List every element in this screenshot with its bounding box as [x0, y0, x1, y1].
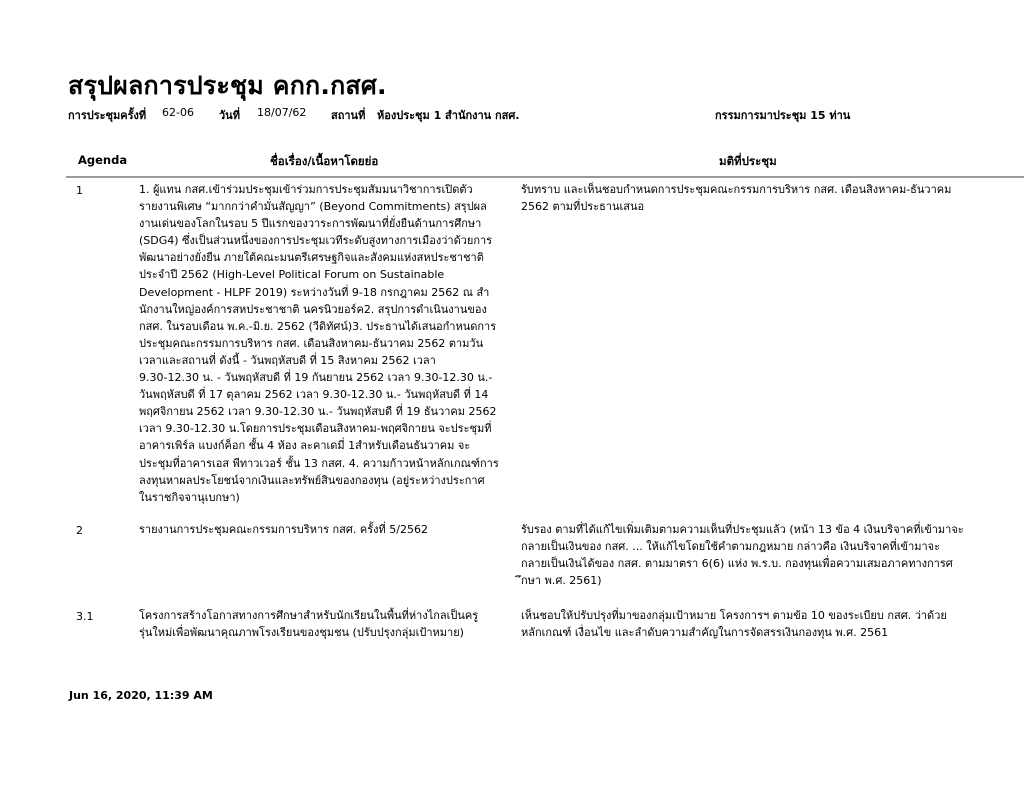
column-header-agenda: Agenda	[78, 153, 128, 167]
page-title: สรุปผลการประชุม คกก.กสศ.	[68, 71, 387, 100]
agenda-subject: 1. ผู้แทน กสศ.เข้าร่วมประชุมเข้าร่วมการประชุมสัมมนาวิชาการเปิดตัว รายงานพิเศษ “มากกว่าคำมั่นสัญญา” (Beyond Commitments) สรุปผล งานเด่นของโลกในรอบ 5 ปีแรกของวาระการพัฒนาที่ยั่งยืนด้านการศึกษา (SDG4) ซึ่งเป็นส่วนหนึ่งของการประชุมเวทีระดับสูงทางการเมืองว่าด้วยการ พัฒนาอย่างยั่งยืน ภายใต้คณะมนตรีเศรษฐกิจและสังคมแห่งสหประชาชาติ ประจำปี 2562 (High-Level Political Forum on Sustainable Development - HLPF 2019) ระหว่างวันที่ 9-18 กรกฎาคม 2562 ณ สำ นักงานใหญ่องค์การสหประชาชาติ นครนิวยอร์ค2. สรุปการดำเนินงานของ กสศ. ในรอบเดือน พ.ค.-มิ.ย. 2562 (วีดิทัศน์)3. ประธานได้เสนอกำหนดการ ประชุมคณะกรรมการบริหาร กสศ. เดือนสิงหาคม-ธันวาคม 2562 ตามวัน เวลาและสถานที่ ดังนี้ - วันพฤหัสบดี ที่ 15 สิงหาคม 2562 เวลา 9.30-12.30 น. - วันพฤหัสบดี ที่ 19 กันยายน 2562 เวลา 9.30-12.30 น.- วันพฤหัสบดี ที่ 17 ตุลาคม 2562 เวลา 9.30-12.30 น.- วันพฤหัสบดี ที่ 14 พฤศจิกายน 2562 เวลา 9.30-12.30 น.- วันพฤหัสบดี ที่ 19 ธันวาคม 2562 เวลา 9.30-12.30 น.โดยการประชุมเดือนสิงหาคม-พฤศจิกายน จะประชุมที่ อาคารเพิร์ล แบงก์ค็อก ชั้น 4 ห้อง ละคาเดมี่ 1สำหรับเดือนธันวาคม จะ ประชุมที่อาคารเอส พีทาวเวอร์ ชั้น 13 กสศ. 4. ความก้าวหน้าหลักเกณฑ์การ ลงทุนหาผลประโยชน์จากเงินและทรัพย์สินของกองทุน (อยู่ระหว่างประกาศ ในราชกิจจานุเบกษา)	[139, 183, 499, 504]
column-header-subject: ชื่อเรื่อง/เนื้อหาโดยย่อ	[270, 154, 379, 168]
column-header-resolution: มติที่ประชุม	[719, 154, 777, 168]
date-value	[257, 106, 306, 119]
agenda-number: 3.1	[76, 610, 94, 623]
agenda-subject: รายงานการประชุมคณะกรรมการบริหาร กสศ. ครั้งที่ 5/2562	[139, 523, 428, 536]
print-timestamp: Jun 16, 2020, 11:39 AM	[69, 689, 213, 702]
meeting-date: 18/07/62	[257, 106, 307, 119]
header-divider	[66, 176, 1024, 178]
agenda-resolution: เห็นชอบให้ปรับปรุงที่มาของกลุ่มเป้าหมาย โครงการฯ ตามข้อ 10 ของระเบียบ กสศ. ว่าด้วย หลักเกณฑ์ เงื่อนไข และลำดับความสำคัญในการจัดสรรเงินกองทุน พ.ศ. 2561	[521, 609, 947, 640]
agenda-number: 2	[76, 524, 83, 537]
agenda-resolution: รับทราบ และเห็นชอบกำหนดการประชุมคณะกรรมการบริหาร กสศ. เดือนสิงหาคม-ธันวาคม 2562 ตามที่ประธานเสนอ	[521, 183, 952, 214]
place-value: ห้องประชุม 1 สำนักงาน กสศ.	[377, 109, 520, 122]
meeting-no: 62-06	[162, 106, 194, 119]
place-label: สถานที่	[331, 109, 366, 122]
date-label: วันที่	[219, 109, 240, 122]
meeting-no-value	[162, 106, 194, 119]
meeting-no-label: การประชุมครั้งที่	[68, 109, 147, 122]
attendance: กรรมการมาประชุม 15 ท่าน	[715, 109, 851, 122]
agenda-number: 1	[76, 184, 83, 197]
agenda-subject: โครงการสร้างโอกาสทางการศึกษาสำหรับนักเรียนในพื้นที่ห่างไกลเป็นครู รุ่นใหม่เพื่อพัฒนาคุณภาพโรงเรียนของชุมชน (ปรับปรุงกลุ่มเป้าหมาย)	[139, 609, 479, 640]
agenda-resolution: รับรอง ตามที่ได้แก้ไขเพิ่มเติมตามความเห็นที่ประชุมแล้ว (หน้า 13 ข้อ 4 เงินบริจาคที่เข้ามาจะ กลายเป็นเงินของ กสศ. ... ให้แก้ไขโดยใช้คำตามกฎหมาย กล่าวคือ เงินบริจาคที่เข้ามาจะ กลายเป็นเงินได้ของ กสศ. ตามมาตรา 6(6) แห่ง พ.ร.บ. กองทุนเพื่อความเสมอภาคทางการศ ึกษา พ.ศ. 2561)	[521, 523, 964, 588]
